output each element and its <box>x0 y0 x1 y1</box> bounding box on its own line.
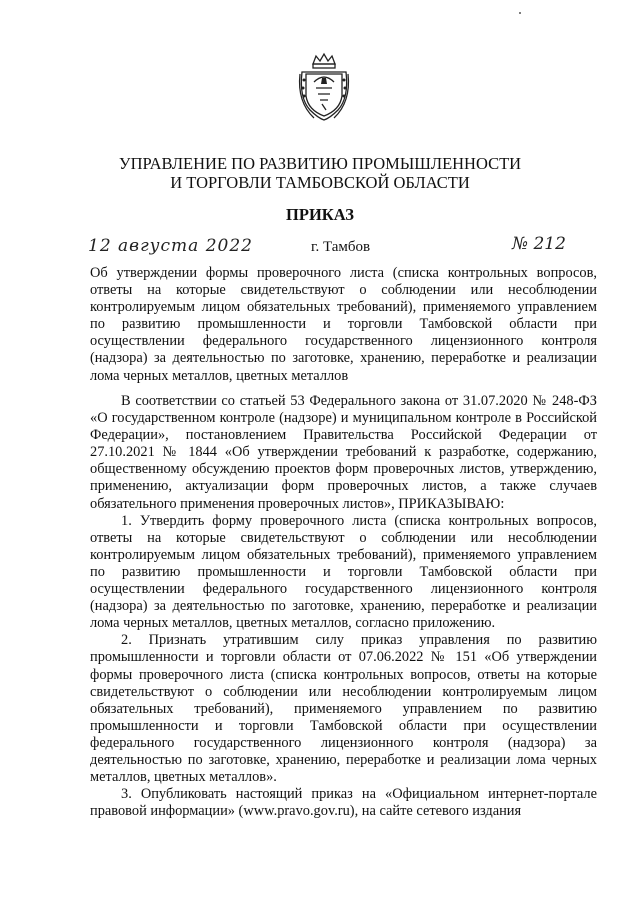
document-body <box>90 393 597 820</box>
preamble-paragraph: В соответствии со статьей 53 Федерального закона от 31.07.2020 № 248-ФЗ «О государственном контроле (надзоре) и муниципальном контроле в Российской Федерации», постановлением Правительства Российской Федерации от 27.10.2021 № 1844 «Об утверждении требований к разработке, содержанию, общественному обсуждению проектов форм проверочных листов, утверждению, применению, актуализации форм проверочных листов, а также случаев обязательного применения проверочных листов», ПРИКАЗЫВАЮ: <box>90 393 597 512</box>
handwritten-date: 12 августа 2022 <box>88 236 253 256</box>
item-3-paragraph: 3. Опубликовать настоящий приказ на «Официальном интернет-портале правовой информации» (www.pravo.gov.ru), на сайте сетевого издания <box>90 786 597 820</box>
item-1-paragraph: 1. Утвердить форму проверочного листа (списка контрольных вопросов, ответы на которые свидетельствуют о соблюдении или несоблюдении контролируемым лицом обязательных требований), применяемого управлением по развитию промышленности и торговли Тамбовской области при осуществлении федерального государственного лицензионного контроля (надзора) за деятельностью по заготовке, хранению, переработке и реализации лома черных металлов, цветных металлов, согласно приложению. <box>90 512 597 632</box>
document-type: ПРИКАЗ <box>286 205 354 224</box>
coat-of-arms-icon <box>296 52 352 124</box>
org-name-line1: УПРАВЛЕНИЕ ПО РАЗВИТИЮ ПРОМЫШЛЕННОСТИ <box>118 154 522 173</box>
scan-speck <box>519 12 521 14</box>
handwritten-number: № 212 <box>512 234 566 254</box>
org-name-line2: И ТОРГОВЛИ ТАМБОВСКОЙ ОБЛАСТИ <box>170 173 470 192</box>
document-subject: Об утверждении формы проверочного листа (списка контрольных вопросов, ответы на которые свидетельствуют о соблюдении или несоблюдении контролируемым лицом обязательных требований), применяемого управлением по развитию промышленности и торговли Тамбовской области при осуществлении федерального государственного лицензионного контроля (надзора) за деятельностью по заготовке, хранению, переработке и реализации лома черных металлов, цветных металлов <box>90 265 597 384</box>
item-2-paragraph: 2. Признать утратившим силу приказ управления по развитию промышленности и торговли области от 07.06.2022 № 151 «Об утверждении формы проверочного листа (списка контрольных вопросов, ответы на которые свидетельствуют о соблюдении или несоблюдении контролируемым лицом обязательных требований), применяемого управлением по развитию промышленности и торговли Тамбовской области при осуществлении федерального государственного лицензионного контроля (надзора) за деятельностью по заготовке, хранению, переработке и реализации лома черных металлов, цветных металлов». <box>90 632 597 786</box>
city: г. Тамбов <box>311 239 371 255</box>
